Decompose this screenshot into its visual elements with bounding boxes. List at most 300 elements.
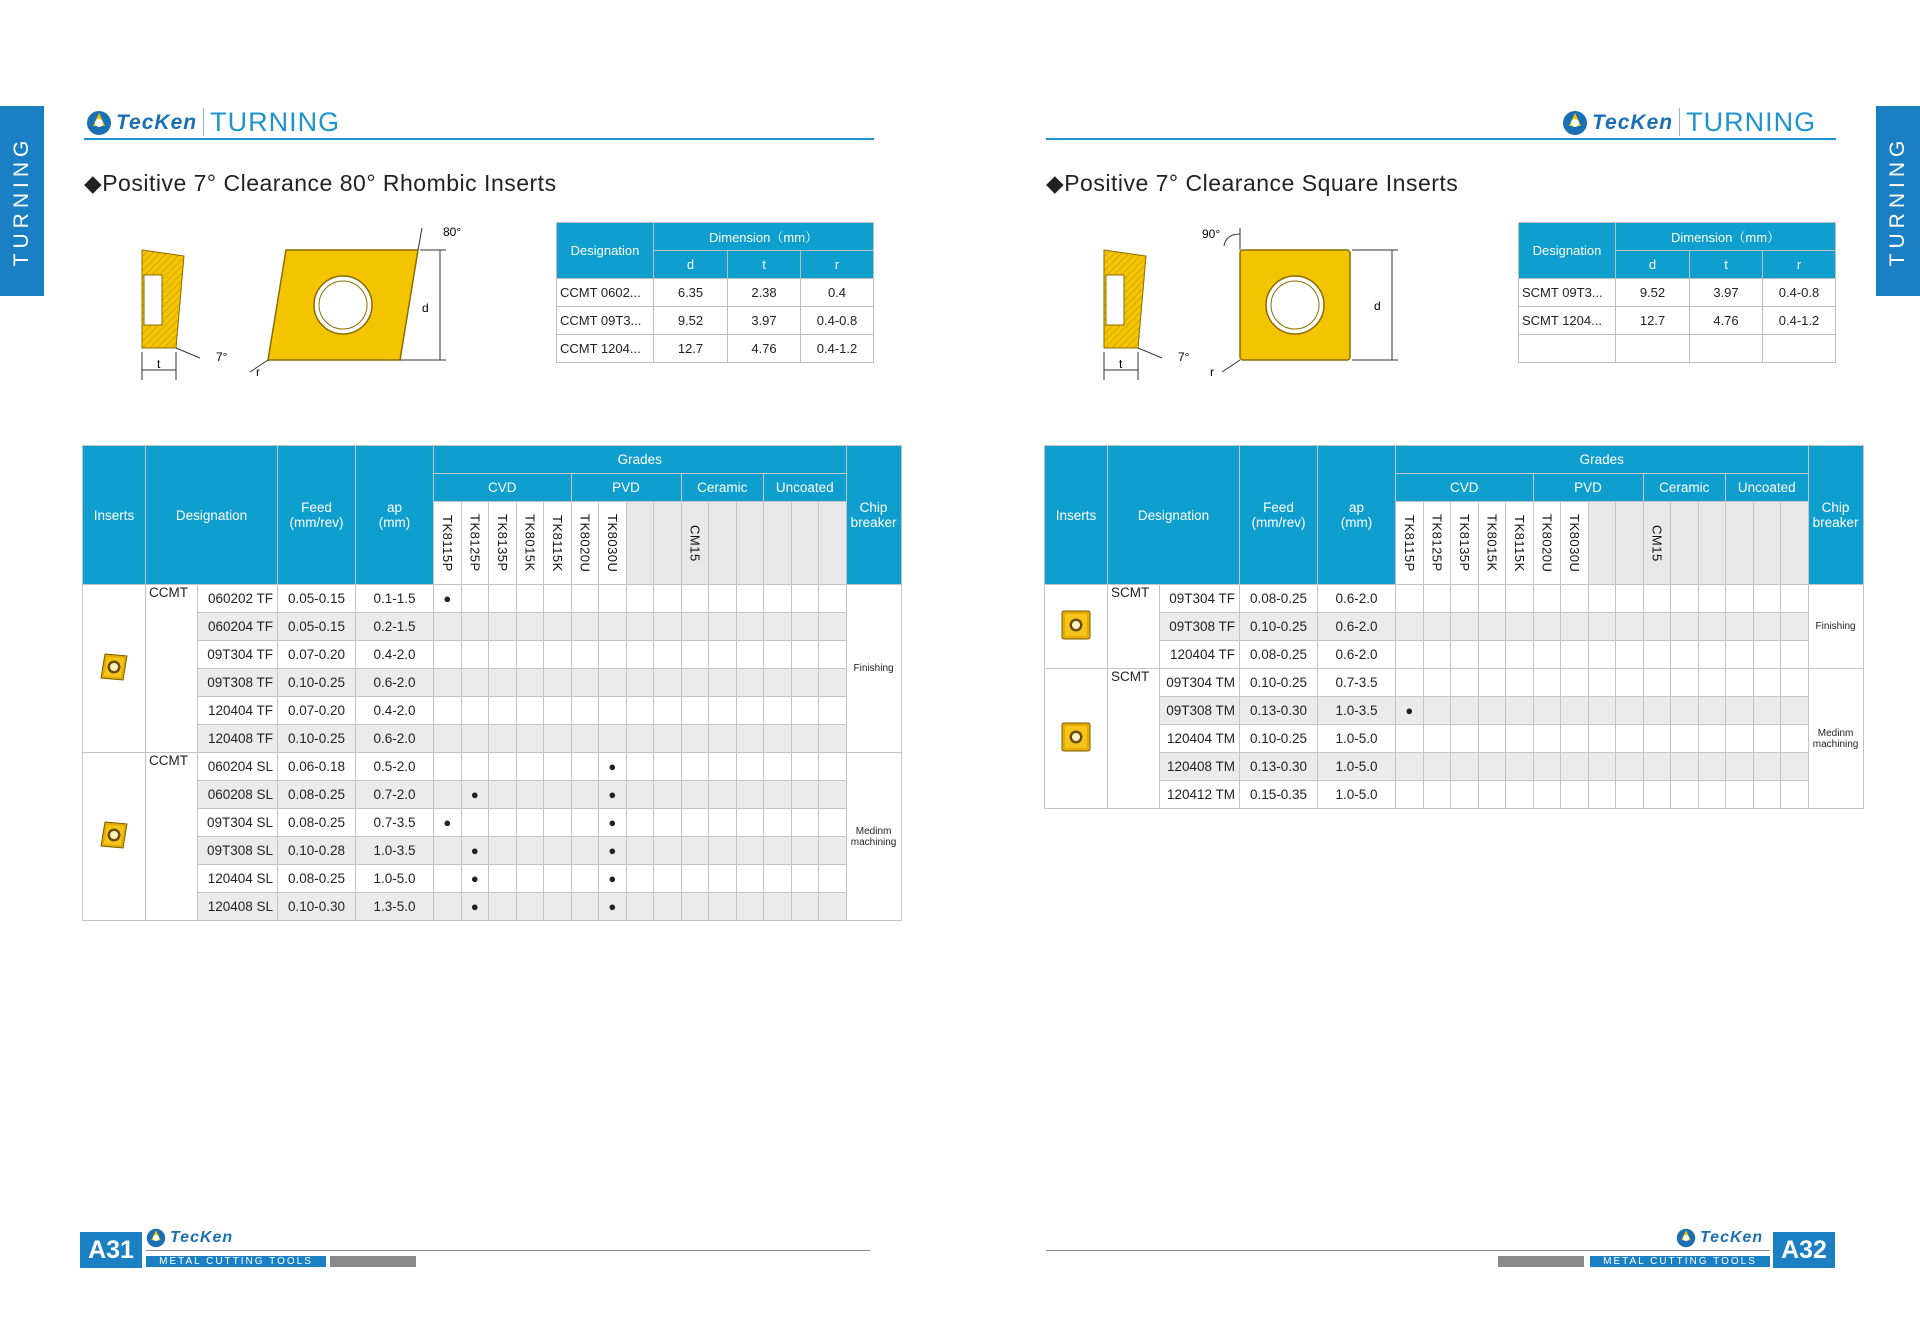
availability-dot-icon: ● bbox=[608, 759, 617, 774]
grade-cell bbox=[1698, 725, 1726, 753]
brand-name: TecKen bbox=[170, 1229, 234, 1246]
grade-cell bbox=[1726, 725, 1754, 753]
grade-cell bbox=[1671, 753, 1699, 781]
grade-cell bbox=[654, 641, 682, 669]
grade-cell bbox=[1753, 697, 1781, 725]
table-row bbox=[1045, 725, 1864, 753]
grade-cell bbox=[599, 809, 627, 837]
grade-cell bbox=[1588, 781, 1616, 809]
availability-dot-icon: ● bbox=[443, 815, 452, 830]
t-cell bbox=[1690, 335, 1763, 363]
grade-cell bbox=[681, 893, 709, 921]
header-divider bbox=[1679, 108, 1680, 136]
ap-cell: 0.4-2.0 bbox=[356, 641, 434, 669]
grades-table-right bbox=[1044, 445, 1864, 809]
grade-cell bbox=[1478, 697, 1506, 725]
grade-cell bbox=[434, 697, 462, 725]
title-text: Positive 7° Clearance 80° Rhombic Inserts bbox=[102, 170, 557, 196]
feed-label: Feed bbox=[301, 500, 332, 515]
diamond-bullet-icon: ◆ bbox=[1046, 170, 1065, 196]
grade-cell bbox=[819, 893, 847, 921]
grade-cell bbox=[764, 613, 792, 641]
grade-cell bbox=[516, 585, 544, 613]
grade-cell bbox=[516, 697, 544, 725]
grade-cell bbox=[1643, 669, 1671, 697]
grade-cell bbox=[571, 809, 599, 837]
ap-cell: 0.6-2.0 bbox=[1318, 585, 1396, 613]
grade-name: TK8115K bbox=[1511, 514, 1527, 572]
ap-cell: 1.0-5.0 bbox=[1318, 725, 1396, 753]
ap-cell: 0.6-2.0 bbox=[1318, 641, 1396, 669]
chip-breaker-cell: Finishing bbox=[1808, 585, 1863, 669]
table-row bbox=[1045, 669, 1864, 697]
header-pvd: PVD bbox=[571, 474, 681, 502]
grade-cell bbox=[571, 613, 599, 641]
feed-cell: 0.07-0.20 bbox=[278, 641, 356, 669]
grade-cell bbox=[571, 697, 599, 725]
footer-grey-bar bbox=[1498, 1256, 1584, 1267]
grade-cell bbox=[791, 669, 819, 697]
grade-cell bbox=[1533, 753, 1561, 781]
ap-cell: 0.6-2.0 bbox=[356, 669, 434, 697]
table-row bbox=[83, 725, 902, 753]
grade-cell bbox=[434, 865, 462, 893]
grade-cell bbox=[1533, 641, 1561, 669]
side-tab-right bbox=[1876, 106, 1920, 296]
brand-name: TecKen bbox=[1592, 111, 1674, 134]
r-cell: 0.4-1.2 bbox=[801, 335, 874, 363]
grade-name: TK8030U bbox=[604, 513, 620, 573]
grade-cell bbox=[1753, 725, 1781, 753]
grade-cell bbox=[1726, 585, 1754, 613]
designation-cell: SCMT 1204... bbox=[1519, 307, 1616, 335]
grade-cell bbox=[1781, 585, 1809, 613]
grade-cell bbox=[461, 585, 489, 613]
header-r: r bbox=[1763, 251, 1836, 279]
insert-image-cell bbox=[83, 753, 146, 921]
grade-cell bbox=[461, 613, 489, 641]
d-label: d bbox=[422, 301, 429, 315]
grade-cell bbox=[461, 641, 489, 669]
grade-name: TK8020U bbox=[577, 513, 593, 573]
page-number-right: A32 bbox=[1773, 1232, 1835, 1268]
designation-code: 060208 SL bbox=[198, 781, 278, 809]
grade-cell bbox=[1506, 753, 1534, 781]
feed-unit: (mm/rev) bbox=[1251, 515, 1306, 530]
designation-cell: CCMT 0602... bbox=[557, 279, 654, 307]
grade-cell bbox=[626, 893, 654, 921]
grade-column-header bbox=[489, 502, 517, 585]
grade-cell bbox=[461, 781, 489, 809]
ap-cell: 0.1-1.5 bbox=[356, 585, 434, 613]
grade-cell bbox=[1423, 697, 1451, 725]
grade-cell bbox=[764, 697, 792, 725]
brand-name: TecKen bbox=[116, 111, 198, 134]
grade-cell bbox=[544, 669, 572, 697]
diamond-bullet-icon: ◆ bbox=[84, 170, 103, 196]
t-label: t bbox=[1119, 357, 1123, 371]
grade-cell bbox=[1588, 753, 1616, 781]
footer-rule bbox=[1046, 1250, 1770, 1251]
grade-cell bbox=[709, 893, 737, 921]
grade-cell bbox=[1533, 725, 1561, 753]
grade-cell bbox=[461, 893, 489, 921]
grade-cell bbox=[1533, 613, 1561, 641]
header-ceramic: Ceramic bbox=[1643, 474, 1726, 502]
designation-code: 09T308 TF bbox=[1160, 613, 1240, 641]
grade-cell bbox=[1561, 669, 1589, 697]
designation-code: 09T304 SL bbox=[198, 809, 278, 837]
grade-cell bbox=[626, 641, 654, 669]
grade-cell bbox=[736, 613, 764, 641]
grade-cell bbox=[571, 781, 599, 809]
grade-cell bbox=[791, 865, 819, 893]
grade-cell bbox=[1588, 585, 1616, 613]
grade-cell bbox=[709, 725, 737, 753]
header-dimension: Dimension（mm） bbox=[1616, 223, 1836, 251]
ap-cell: 1.0-5.0 bbox=[356, 865, 434, 893]
brand-logo bbox=[1562, 110, 1673, 136]
grade-cell bbox=[489, 669, 517, 697]
grade-cell bbox=[764, 809, 792, 837]
grade-cell bbox=[1781, 781, 1809, 809]
header-t: t bbox=[728, 251, 801, 279]
table-row bbox=[83, 753, 902, 781]
grade-cell bbox=[1478, 585, 1506, 613]
feed-cell: 0.06-0.18 bbox=[278, 753, 356, 781]
grade-cell bbox=[544, 613, 572, 641]
grade-cell bbox=[1561, 613, 1589, 641]
header-inserts: Inserts bbox=[83, 446, 146, 585]
dimension-table-right bbox=[1518, 222, 1836, 363]
feed-cell: 0.10-0.30 bbox=[278, 893, 356, 921]
grade-cell bbox=[736, 585, 764, 613]
grade-column-header bbox=[709, 502, 737, 585]
table-row bbox=[1045, 753, 1864, 781]
section-name: TURNING bbox=[210, 107, 341, 137]
grade-cell bbox=[1698, 641, 1726, 669]
grade-cell bbox=[709, 585, 737, 613]
grade-cell bbox=[1451, 697, 1479, 725]
grade-cell bbox=[819, 781, 847, 809]
grade-cell bbox=[709, 613, 737, 641]
header-rule bbox=[1046, 138, 1836, 140]
d-cell bbox=[1616, 335, 1690, 363]
grade-cell bbox=[681, 781, 709, 809]
r-label: r bbox=[1210, 365, 1214, 379]
grade-cell bbox=[599, 585, 627, 613]
grade-cell bbox=[599, 837, 627, 865]
grade-cell bbox=[571, 641, 599, 669]
t-cell: 3.97 bbox=[728, 307, 801, 335]
t-label: t bbox=[157, 357, 161, 371]
grade-cell bbox=[709, 669, 737, 697]
rhombic-insert-diagram bbox=[240, 218, 470, 378]
grade-cell bbox=[736, 865, 764, 893]
designation-prefix: SCMT bbox=[1108, 585, 1160, 669]
designation-code: 120408 TF bbox=[198, 725, 278, 753]
grade-cell bbox=[544, 585, 572, 613]
grade-cell bbox=[1726, 753, 1754, 781]
grade-cell bbox=[571, 669, 599, 697]
grade-cell bbox=[791, 725, 819, 753]
grade-cell bbox=[764, 865, 792, 893]
grade-cell bbox=[681, 725, 709, 753]
header-d: d bbox=[1616, 251, 1690, 279]
grade-cell bbox=[791, 585, 819, 613]
header-t: t bbox=[1690, 251, 1763, 279]
page-header-right bbox=[1562, 100, 1816, 136]
grade-cell bbox=[626, 697, 654, 725]
designation-code: 120404 TF bbox=[198, 697, 278, 725]
grade-cell bbox=[791, 753, 819, 781]
grade-cell bbox=[819, 669, 847, 697]
grade-cell bbox=[791, 641, 819, 669]
grade-cell bbox=[516, 753, 544, 781]
grade-cell bbox=[516, 865, 544, 893]
grade-cell bbox=[1423, 641, 1451, 669]
grade-cell bbox=[1616, 753, 1644, 781]
table-row bbox=[1045, 641, 1864, 669]
header-inserts: Inserts bbox=[1045, 446, 1108, 585]
grade-name: TK8020U bbox=[1539, 513, 1555, 573]
grade-cell bbox=[1506, 669, 1534, 697]
grade-cell bbox=[626, 585, 654, 613]
grade-cell bbox=[654, 837, 682, 865]
grade-column-header bbox=[1781, 502, 1809, 585]
square-insert-diagram bbox=[1196, 218, 1416, 378]
grade-cell bbox=[1781, 725, 1809, 753]
d-cell: 6.35 bbox=[654, 279, 728, 307]
designation-cell: CCMT 09T3... bbox=[557, 307, 654, 335]
feed-cell: 0.10-0.25 bbox=[1240, 613, 1318, 641]
grade-column-header bbox=[1643, 502, 1671, 585]
feed-cell: 0.13-0.30 bbox=[1240, 697, 1318, 725]
grade-column-header bbox=[1423, 502, 1451, 585]
grade-cell bbox=[1588, 725, 1616, 753]
availability-dot-icon: ● bbox=[470, 787, 479, 802]
grade-cell bbox=[1451, 725, 1479, 753]
grade-cell bbox=[681, 669, 709, 697]
grade-cell bbox=[681, 613, 709, 641]
grade-cell bbox=[1616, 725, 1644, 753]
ap-cell: 1.0-3.5 bbox=[1318, 697, 1396, 725]
table-row bbox=[1045, 697, 1864, 725]
grade-name: TK8135P bbox=[494, 514, 510, 572]
designation-code: 120412 TM bbox=[1160, 781, 1240, 809]
angle-label: 80° bbox=[443, 225, 462, 239]
grade-name: TK8015K bbox=[1484, 514, 1500, 572]
availability-dot-icon: ● bbox=[470, 843, 479, 858]
footer-tagline: METAL CUTTING TOOLS bbox=[1590, 1256, 1770, 1267]
designation-code: 09T308 TM bbox=[1160, 697, 1240, 725]
grades-table-left bbox=[82, 445, 902, 921]
grade-cell bbox=[516, 781, 544, 809]
feed-cell: 0.05-0.15 bbox=[278, 613, 356, 641]
grade-cell bbox=[1671, 781, 1699, 809]
ap-unit: (mm) bbox=[378, 515, 411, 530]
grade-cell bbox=[764, 669, 792, 697]
d-cell: 9.52 bbox=[1616, 279, 1690, 307]
grade-cell bbox=[681, 585, 709, 613]
grade-cell bbox=[1671, 697, 1699, 725]
grade-cell bbox=[1506, 697, 1534, 725]
grade-cell bbox=[516, 837, 544, 865]
grade-cell bbox=[819, 753, 847, 781]
grade-cell bbox=[1753, 585, 1781, 613]
footer-logo bbox=[1676, 1228, 1763, 1248]
grade-cell bbox=[544, 837, 572, 865]
grade-cell bbox=[1478, 725, 1506, 753]
footer-logo bbox=[146, 1228, 233, 1248]
chip-label: Chip bbox=[1821, 500, 1850, 515]
r-cell: 0.4-0.8 bbox=[1763, 279, 1836, 307]
grade-cell bbox=[434, 669, 462, 697]
grade-cell bbox=[1396, 725, 1424, 753]
grade-cell bbox=[599, 893, 627, 921]
grade-cell bbox=[819, 809, 847, 837]
grade-cell bbox=[1588, 669, 1616, 697]
feed-cell: 0.10-0.25 bbox=[278, 725, 356, 753]
header-rule bbox=[84, 138, 874, 140]
grade-cell bbox=[1643, 697, 1671, 725]
grade-cell bbox=[489, 837, 517, 865]
grade-column-header bbox=[681, 502, 709, 585]
page-header-left bbox=[86, 100, 340, 136]
grade-cell bbox=[1726, 697, 1754, 725]
page-number-left: A31 bbox=[80, 1232, 142, 1268]
grade-cell bbox=[1643, 585, 1671, 613]
grade-cell bbox=[1698, 585, 1726, 613]
grade-cell bbox=[736, 753, 764, 781]
grade-cell bbox=[681, 809, 709, 837]
table-row bbox=[83, 697, 902, 725]
grade-cell bbox=[791, 781, 819, 809]
grade-cell bbox=[434, 585, 462, 613]
grade-cell bbox=[736, 725, 764, 753]
grade-name: TK8115K bbox=[549, 514, 565, 572]
grade-cell bbox=[571, 865, 599, 893]
grade-cell bbox=[1396, 669, 1424, 697]
grade-cell bbox=[1753, 753, 1781, 781]
grade-column-header bbox=[1588, 502, 1616, 585]
grade-cell bbox=[489, 809, 517, 837]
grade-cell bbox=[654, 865, 682, 893]
grade-cell bbox=[1671, 641, 1699, 669]
title-text: Positive 7° Clearance Square Inserts bbox=[1064, 170, 1459, 196]
availability-dot-icon: ● bbox=[470, 899, 479, 914]
grade-cell bbox=[709, 753, 737, 781]
grade-cell bbox=[1533, 781, 1561, 809]
designation-code: 09T304 TF bbox=[1160, 585, 1240, 613]
grade-cell bbox=[1781, 641, 1809, 669]
brand-name: TecKen bbox=[1700, 1229, 1764, 1246]
grade-cell bbox=[1396, 585, 1424, 613]
grade-cell bbox=[626, 725, 654, 753]
grade-column-header bbox=[764, 502, 792, 585]
r-cell: 0.4-0.8 bbox=[801, 307, 874, 335]
feed-label: Feed bbox=[1263, 500, 1294, 515]
section-name: TURNING bbox=[1686, 107, 1817, 137]
grade-cell bbox=[1451, 753, 1479, 781]
ap-unit: (mm) bbox=[1340, 515, 1373, 530]
table-row bbox=[1045, 613, 1864, 641]
grade-cell bbox=[1726, 781, 1754, 809]
grade-cell bbox=[681, 753, 709, 781]
feed-cell: 0.08-0.25 bbox=[278, 781, 356, 809]
table-row bbox=[83, 837, 902, 865]
grade-cell bbox=[489, 893, 517, 921]
header-divider bbox=[203, 108, 204, 136]
grade-cell bbox=[599, 725, 627, 753]
grade-cell bbox=[681, 641, 709, 669]
grade-cell bbox=[434, 837, 462, 865]
grade-cell bbox=[571, 893, 599, 921]
grade-column-header bbox=[626, 502, 654, 585]
grade-cell bbox=[1561, 781, 1589, 809]
grade-cell bbox=[626, 669, 654, 697]
grade-column-header bbox=[434, 502, 462, 585]
grade-cell bbox=[1506, 725, 1534, 753]
grade-cell bbox=[489, 725, 517, 753]
grade-cell bbox=[461, 725, 489, 753]
grade-cell bbox=[1698, 613, 1726, 641]
r-cell bbox=[1763, 335, 1836, 363]
grade-cell bbox=[516, 809, 544, 837]
insert-image-cell bbox=[1045, 585, 1108, 669]
designation-code: 060202 TF bbox=[198, 585, 278, 613]
brand-logo-icon bbox=[86, 110, 112, 136]
ap-label: ap bbox=[387, 500, 403, 515]
grade-cell bbox=[434, 753, 462, 781]
feed-cell: 0.15-0.35 bbox=[1240, 781, 1318, 809]
grade-column-header bbox=[654, 502, 682, 585]
grade-cell bbox=[654, 725, 682, 753]
grade-cell bbox=[681, 865, 709, 893]
ap-cell: 1.0-3.5 bbox=[356, 837, 434, 865]
header-ap bbox=[356, 446, 434, 585]
header-designation: Designation bbox=[1519, 223, 1616, 279]
grade-cell bbox=[1478, 669, 1506, 697]
grade-cell bbox=[1616, 697, 1644, 725]
grade-name: TK8015K bbox=[522, 514, 538, 572]
insert-image-icon bbox=[1059, 608, 1093, 642]
chip-breaker-cell: Finishing bbox=[846, 585, 901, 753]
grade-name: TK8125P bbox=[1429, 514, 1445, 572]
grade-column-header bbox=[599, 502, 627, 585]
grade-cell bbox=[489, 697, 517, 725]
grade-cell bbox=[1478, 641, 1506, 669]
grade-cell bbox=[1506, 613, 1534, 641]
grade-cell bbox=[1396, 753, 1424, 781]
grade-name: TK8115P bbox=[439, 514, 455, 572]
grade-column-header bbox=[791, 502, 819, 585]
header-cvd: CVD bbox=[1396, 474, 1534, 502]
grade-cell bbox=[626, 753, 654, 781]
grade-cell bbox=[544, 753, 572, 781]
grade-cell bbox=[764, 781, 792, 809]
insert-image-icon bbox=[1059, 720, 1093, 754]
grade-cell bbox=[489, 641, 517, 669]
designation-code: 09T304 TM bbox=[1160, 669, 1240, 697]
availability-dot-icon: ● bbox=[608, 843, 617, 858]
grade-cell bbox=[434, 641, 462, 669]
grade-cell bbox=[1671, 613, 1699, 641]
feed-unit: (mm/rev) bbox=[289, 515, 344, 530]
grade-cell bbox=[1396, 641, 1424, 669]
chip-label: Chip bbox=[859, 500, 888, 515]
grade-cell bbox=[516, 893, 544, 921]
